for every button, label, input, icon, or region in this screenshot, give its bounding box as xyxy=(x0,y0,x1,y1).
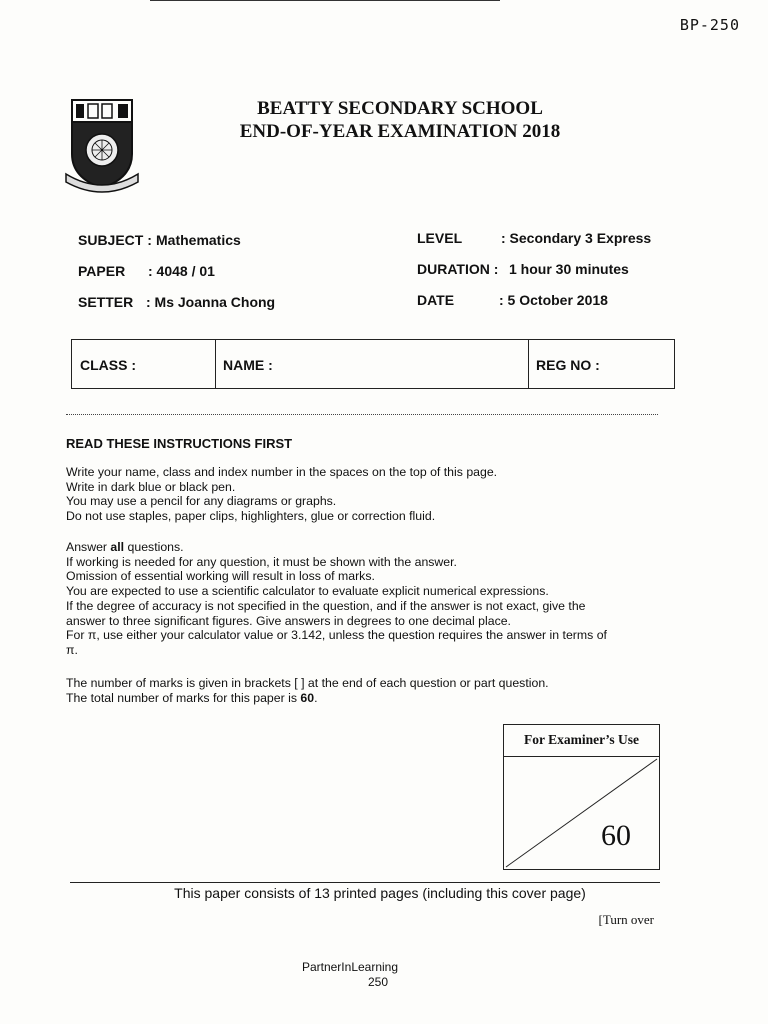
name-field[interactable] xyxy=(215,340,528,388)
level-value: : Secondary 3 Express xyxy=(501,230,652,246)
total-marks-suffix: . xyxy=(314,690,318,705)
paper-label: PAPER xyxy=(78,263,126,279)
examiner-use-box xyxy=(503,724,660,870)
answer-prefix: Answer xyxy=(66,540,111,554)
duration-value: 1 hour 30 minutes xyxy=(509,261,629,277)
answer-suffix: questions. xyxy=(124,540,184,554)
date-label: DATE xyxy=(417,292,455,308)
school-crest-icon xyxy=(62,96,142,196)
instruction-line xyxy=(66,540,686,555)
setter-label: SETTER xyxy=(78,294,134,310)
instruction-line: If working is needed for any question, it must be shown with the answer. xyxy=(66,554,457,569)
candidate-id-table xyxy=(71,339,675,389)
duration-label: DURATION : xyxy=(417,261,499,277)
instructions-heading: READ THESE INSTRUCTIONS FIRST xyxy=(66,436,293,451)
instruction-line: answer to three significant figures. Give answers in degrees to one decimal place. xyxy=(66,613,511,628)
bottom-rule xyxy=(70,882,660,883)
class-label: CLASS : xyxy=(80,357,136,373)
examiner-score-diagonal xyxy=(504,757,659,869)
instruction-line: Write in dark blue or black pen. xyxy=(66,479,236,494)
school-name: BEATTY SECONDARY SCHOOL xyxy=(257,98,543,119)
instruction-line: You are expected to use a scientific calculator to evaluate explicit numerical expressions. xyxy=(66,584,549,599)
class-field[interactable] xyxy=(72,340,215,388)
exam-info-right xyxy=(417,230,717,320)
reg-no-label: REG NO : xyxy=(536,357,600,373)
turn-over-note: [Turn over xyxy=(598,912,654,927)
total-marks-emphasis: 60 xyxy=(300,690,315,705)
total-marks-prefix: The total number of marks for this paper is xyxy=(66,690,301,705)
level-label: LEVEL xyxy=(417,230,463,246)
footer-organization: PartnerInLearning xyxy=(301,960,399,974)
top-rule xyxy=(150,0,500,1)
exam-info-left xyxy=(78,232,378,322)
setter-value: : Ms Joanna Chong xyxy=(146,294,276,310)
footer-page-number: 250 xyxy=(367,975,389,989)
answer-all-emphasis: all xyxy=(110,540,125,554)
examiner-total-marks: 60 xyxy=(601,819,631,852)
instruction-line: Omission of essential working will result in loss of marks. xyxy=(66,569,375,584)
instruction-line: For π, use either your calculator value or 3.142, unless the question requires the answer in terms of xyxy=(66,628,607,643)
document-code: BP-250 xyxy=(679,16,740,34)
instruction-line: The number of marks is given in brackets [ ] at the end of each question or part question. xyxy=(66,676,549,690)
subject-value: Mathematics xyxy=(156,232,241,248)
paper-value: : 4048 / 01 xyxy=(148,263,215,279)
exam-title: END-OF-YEAR EXAMINATION 2018 xyxy=(239,121,561,142)
page-count-note: This paper consists of 13 printed pages (including this cover page) xyxy=(174,885,586,901)
instruction-line: Write your name, class and index number in the spaces on the top of this page. xyxy=(66,465,498,479)
instructions-paragraph-3 xyxy=(66,676,686,705)
date-value: : 5 October 2018 xyxy=(499,292,608,308)
instruction-line: π. xyxy=(66,642,78,657)
instruction-line: If the degree of accuracy is not specified in the question, and if the answer is not exact, give the xyxy=(66,598,586,613)
instruction-line xyxy=(66,691,686,706)
dotted-divider xyxy=(66,414,658,415)
instruction-line: Do not use staples, paper clips, highlighters, glue or correction fluid. xyxy=(66,509,436,524)
instructions-paragraph-2 xyxy=(66,540,686,658)
subject-label: SUBJECT : xyxy=(78,232,152,248)
name-label: NAME : xyxy=(223,357,273,373)
instructions-paragraph-1 xyxy=(66,465,686,524)
reg-no-field[interactable] xyxy=(528,340,674,388)
examiner-box-title: For Examiner’s Use xyxy=(504,725,659,757)
instruction-line: You may use a pencil for any diagrams or graphs. xyxy=(66,494,337,509)
